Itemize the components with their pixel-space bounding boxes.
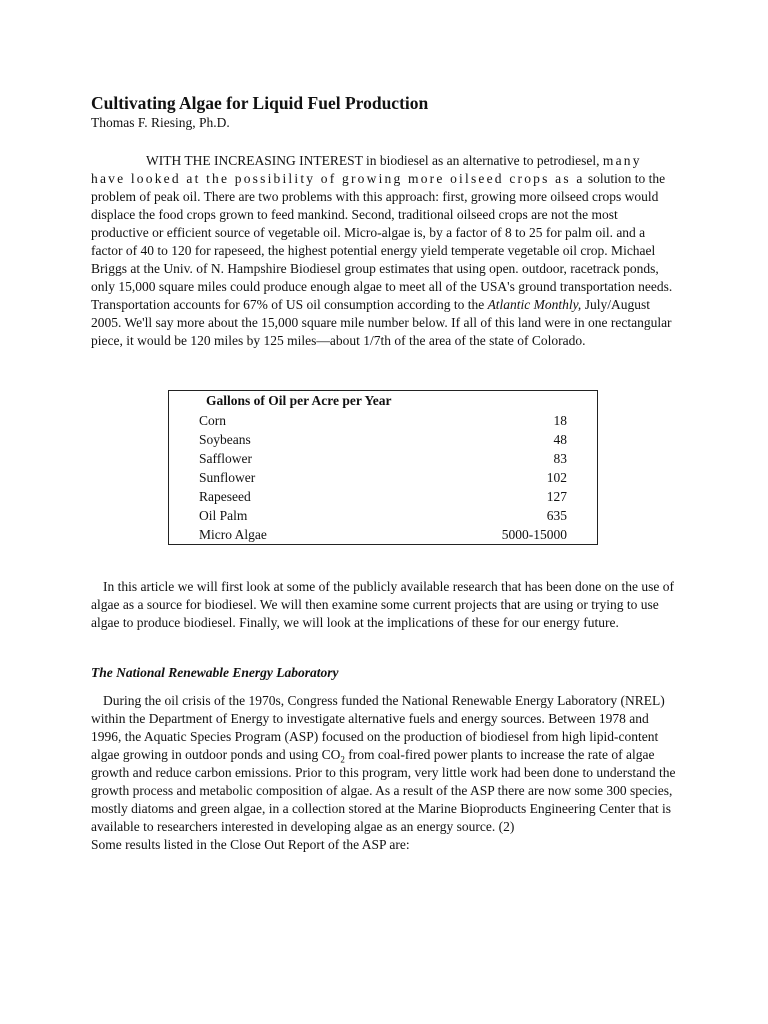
table-row xyxy=(199,468,567,487)
crop-name: Sunflower xyxy=(199,470,256,485)
crop-yield: 635 xyxy=(546,508,567,523)
crop-yield: 48 xyxy=(553,432,567,447)
crop-name: Safflower xyxy=(199,451,252,466)
table-row xyxy=(199,430,567,449)
crop-yield: 5000-15000 xyxy=(501,527,567,542)
crop-name: Soybeans xyxy=(199,432,251,447)
nrel-text: During the oil crisis of the 1970s, Congress funded the National Renewable Energy Laboratory (NREL) within the Department of Energy to investigate alternative fuels and energy sources. Between 1978 and 1996, the Aquatic Species Program (ASP) focused on the production of biodiesel from high lipid-content algae growing in outdoor ponds and using CO xyxy=(91,693,665,762)
overview-text: In this article we will first look at some of the publicly available research that has been done on the use of algae as a source for biodiesel. We will then examine some current projects that are using or trying to use algae to produce biodiesel. Finally, we will look at the implications of these for our energy future. xyxy=(91,579,674,630)
table-row xyxy=(199,449,567,468)
table-row xyxy=(199,525,567,544)
table-row xyxy=(199,487,567,506)
oil-yield-table xyxy=(168,390,598,545)
table-row xyxy=(199,506,567,525)
section-body xyxy=(91,692,676,854)
table-row xyxy=(199,411,567,430)
closeout-intro: Some results listed in the Close Out Report of the ASP are: xyxy=(91,837,410,852)
article-header xyxy=(91,92,676,350)
intro-paragraph xyxy=(91,152,676,350)
crop-yield: 18 xyxy=(553,413,567,428)
paragraph-overview xyxy=(91,578,676,632)
table-title: Gallons of Oil per Acre per Year xyxy=(206,393,392,408)
nrel-paragraph xyxy=(91,692,676,836)
intro-publication: Atlantic Monthly, xyxy=(487,297,582,312)
crop-name: Micro Algae xyxy=(199,527,267,542)
crop-name: Oil Palm xyxy=(199,508,248,523)
crop-yield: 83 xyxy=(553,451,567,466)
section-heading: The National Renewable Energy Laboratory xyxy=(91,665,339,680)
intro-body-end: July/August 2005. We'll say more about the 15,000 square mile number below. If all of this land were in one rectangular piece, it would be 120 miles by 125 miles—about 1/7th of the area of the state of Colorado. xyxy=(91,297,672,348)
intro-body: solution to the problem of peak oil. There are two problems with this approach: first, growing more oilseed crops would displace the food crops grown to feed mankind. Second, traditional oilseed crops are not the most productive or efficient source of vegetable oil. Micro-algae is, by a factor of 8 to 25 for palm oil. and a factor of 40 to 120 for rapeseed, the highest potential energy yield temperate vegetable oil crop. Michael Briggs at the Univ. of N. Hampshire Biodiesel group estimates that using open. outdoor, racetrack ponds, only 15,000 square miles could produce enough algae to meet all of the USA's ground transportation needs. Transportation accounts for 67% of US oil consumption according to the xyxy=(91,171,673,312)
co2-subscript: 2 xyxy=(340,754,345,765)
crop-name: Corn xyxy=(199,413,226,428)
nrel-text-end: from coal-fired power plants to increase the rate of algae growth and reduce carbon emissions. Prior to this program, very little work had been done to understand the growth process and metabolic composition of algae. As a result of the ASP there are now some 300 species, mostly diatoms and green algae, in a collection stored at the Marine Bioproducts Engineering Center that is available to researchers interested in developing algae as an energy source. (2) xyxy=(91,747,676,834)
article-author: Thomas F. Riesing, Ph.D. xyxy=(91,115,230,130)
crop-name: Rapeseed xyxy=(199,489,251,504)
intro-lead: WITH THE INCREASING INTEREST in biodiesel as an alternative to petrodiesel, xyxy=(146,153,600,168)
article-title: Cultivating Algae for Liquid Fuel Production xyxy=(91,93,429,113)
crop-yield: 102 xyxy=(546,470,567,485)
crop-yield: 127 xyxy=(546,489,567,504)
intro-spaced-line: many have looked at the possibility of growing more oilseed crops as a xyxy=(91,153,642,186)
